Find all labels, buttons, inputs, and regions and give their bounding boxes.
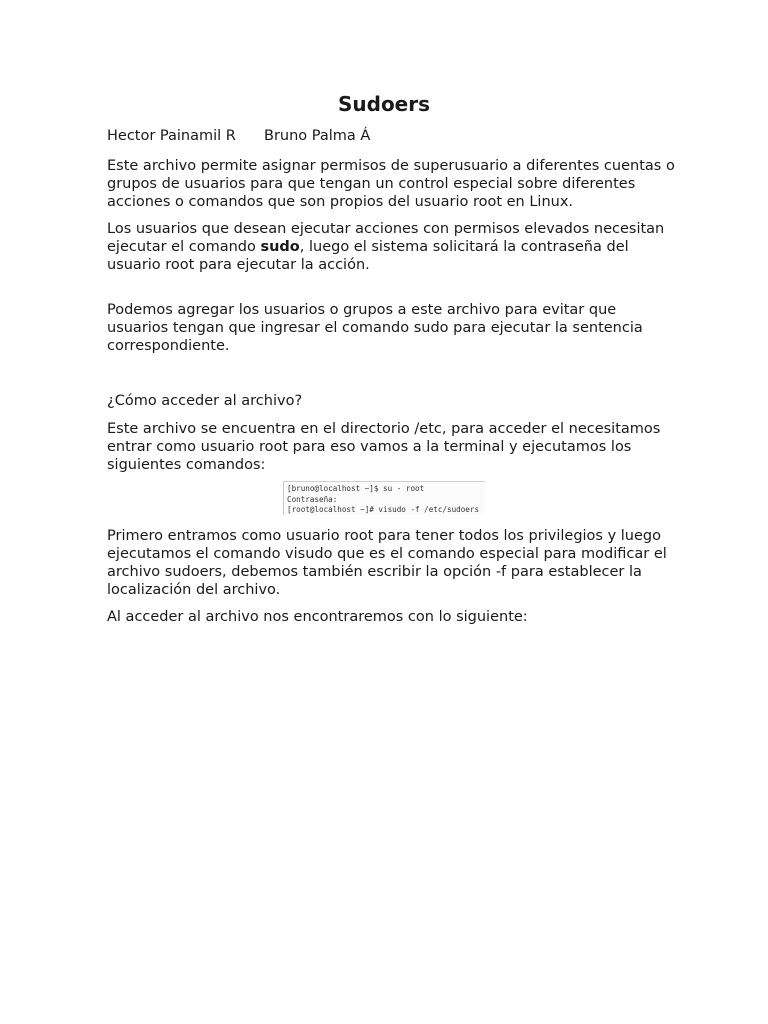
sudo-keyword: sudo <box>260 239 300 255</box>
paragraph-access: Este archivo se encuentra en el directorio /etc, para acceder el necesitamos entrar como usuario root para eso vamos a la terminal y ejecutamos los siguientes comandos: <box>107 421 661 473</box>
paragraph-add-users: Podemos agregar los usuarios o grupos a este archivo para evitar que usuarios tengan que ingresar el comando sudo para ejecutar la sentencia correspondiente. <box>107 302 643 354</box>
paragraph-sudo <box>107 220 677 274</box>
paragraph-result: Al acceder al archivo nos encontraremos con lo siguiente: <box>107 609 528 625</box>
terminal-line: [root@localhost ~]# visudo -f /etc/sudoers <box>287 505 480 514</box>
author-2: Bruno Palma Á <box>264 128 371 144</box>
section-question: ¿Cómo acceder al archivo? <box>107 393 303 409</box>
terminal-line: Contraseña: <box>287 494 338 504</box>
terminal-screenshot <box>283 481 485 515</box>
paragraph-intro: Este archivo permite asignar permisos de superusuario a diferentes cuentas o grupos de usuarios para que tengan un control especial sobre diferentes acciones o comandos que son propios del usuario root en Linux. <box>107 158 675 210</box>
page-title: Sudoers <box>337 92 431 116</box>
terminal-line: [bruno@localhost ~]$ su - root <box>287 484 425 493</box>
paragraph-explanation: Primero entramos como usuario root para tener todos los privilegios y luego ejecutamos el comando visudo que es el comando especial para modificar el archivo sudoers, debemos también escribir la opción -f para establecer la localización del archivo. <box>107 528 667 598</box>
author-1: Hector Painamil R <box>107 128 236 144</box>
authors-line <box>107 127 370 145</box>
paragraph-sudo-text-2: , luego el sistema solicitará la contraseña del usuario root para ejecutar la acción. <box>107 239 629 273</box>
paragraph-sudo-text-1: Los usuarios que desean ejecutar acciones con permisos elevados necesitan ejecutar el comando <box>107 221 665 255</box>
